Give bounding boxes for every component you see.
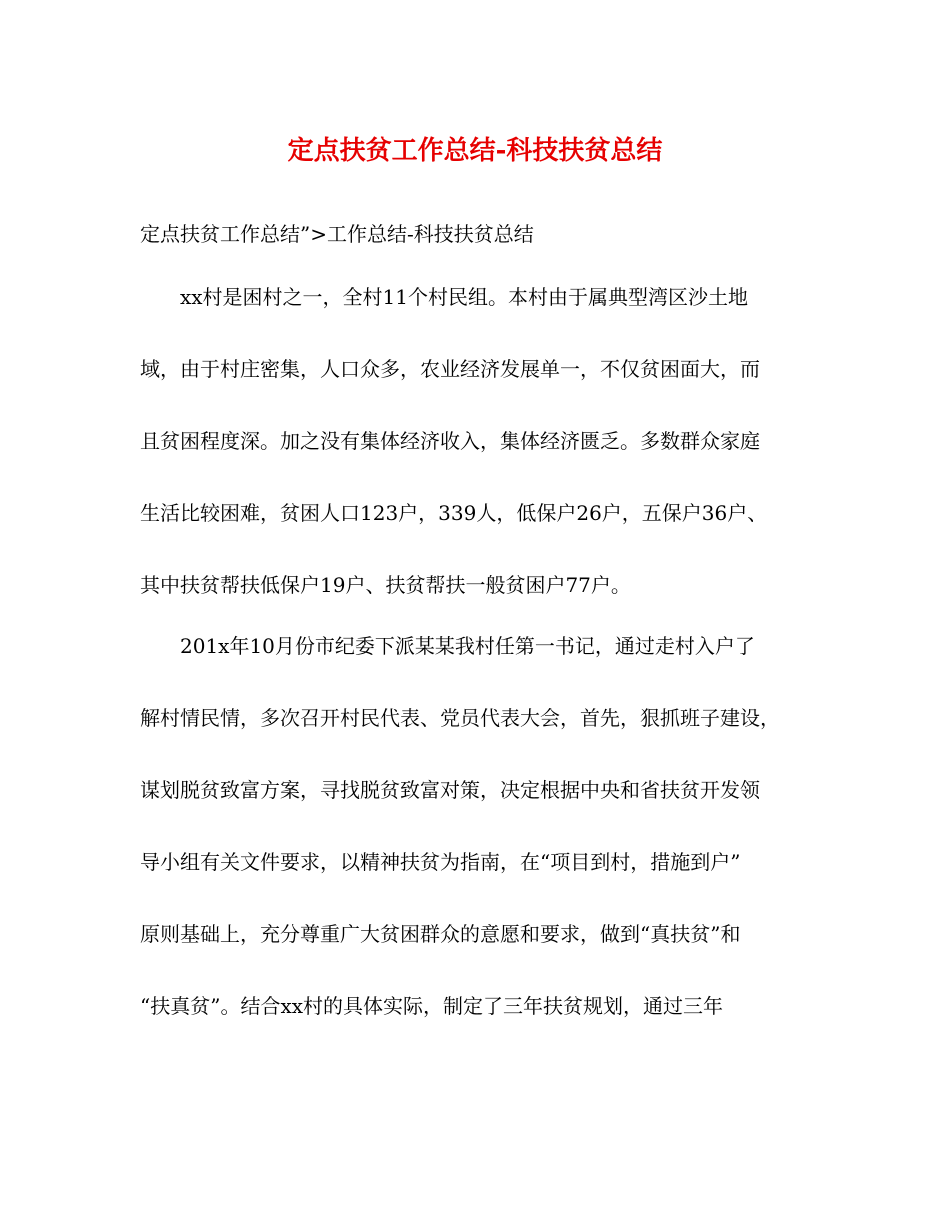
paragraph-line: 导小组有关文件要求，以精神扶贫为指南，在“项目到村，措施到户” — [140, 850, 741, 874]
paragraph-line: “扶真贫”。结合xx村的具体实际，制定了三年扶贫规划，通过三年 — [140, 994, 724, 1018]
paragraph-line: 201x年10月份市纪委下派某某我村任第一书记，通过走村入户了 — [180, 634, 755, 658]
paragraph-line: 原则基础上，充分尊重广大贫困群众的意愿和要求，做到“真扶贫”和 — [140, 922, 741, 946]
document-subtitle: 定点扶贫工作总结”>工作总结-科技扶贫总结 — [140, 222, 534, 246]
paragraph-line: 解村情民情，多次召开村民代表、党员代表大会，首先，狠抓班子建设， — [140, 706, 780, 730]
paragraph-line: 生活比较困难，贫困人口123户，339人，低保户26户，五保户36户、 — [140, 501, 768, 525]
paragraph-line: 域，由于村庄密集，人口众多，农业经济发展单一，不仅贫困面大，而 — [140, 357, 760, 381]
paragraph-line: 其中扶贫帮扶低保户19户、扶贫帮扶一般贫困户77户。 — [140, 573, 631, 597]
document-title: 定点扶贫工作总结-科技扶贫总结 — [287, 136, 663, 166]
paragraph-1 — [140, 261, 840, 621]
paragraph-line: 且贫困程度深。加之没有集体经济收入，集体经济匮乏。多数群众家庭 — [140, 429, 760, 453]
paragraph-2 — [140, 610, 840, 1042]
paragraph-line: 谋划脱贫致富方案，寻找脱贫致富对策，决定根据中央和省扶贫开发领 — [140, 778, 760, 802]
paragraph-line: xx村是困村之一，全村11个村民组。本村由于属典型湾区沙土地 — [180, 285, 749, 309]
